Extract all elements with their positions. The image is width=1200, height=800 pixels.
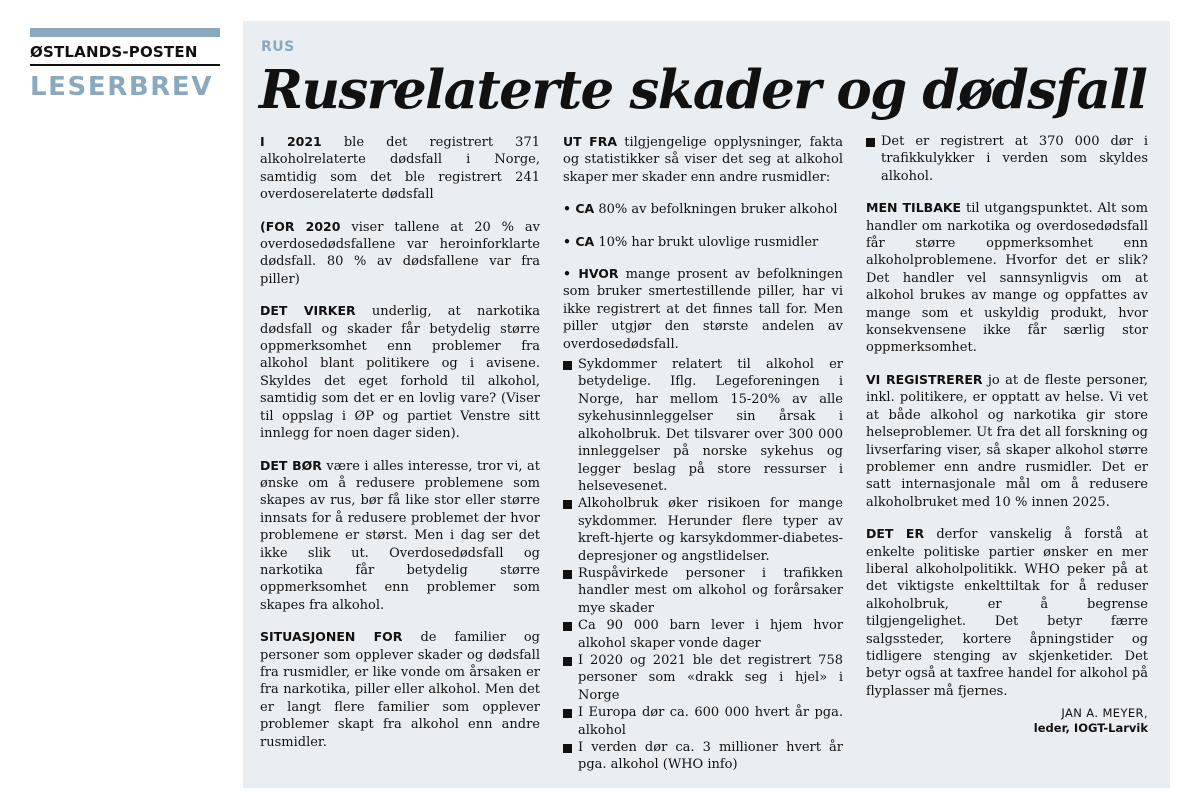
fact-text: I 2020 og 2021 ble det registrert 758 personer som «drakk seg i hjel» i Norge: [578, 652, 843, 703]
square-bullet-icon: [563, 709, 572, 718]
paragraph-lead: DET BØR: [260, 457, 322, 473]
masthead-accent-bar: [30, 28, 220, 37]
bullet-point: [563, 265, 843, 353]
paragraph: [260, 133, 540, 204]
signature-role: leder, IOGT-Larvik: [1033, 721, 1148, 736]
square-bullet-icon: [563, 657, 572, 666]
paragraph: [866, 199, 1148, 357]
paragraph: [563, 133, 843, 186]
article-kicker: RUS: [261, 39, 295, 55]
fact-item: [563, 704, 843, 739]
fact-text: Ruspåvirkede personer i trafikken handler mest om alkohol og forårsaker mye skader: [578, 565, 843, 616]
fact-text: Ca 90 000 barn lever i hjem hvor alkohol skaper vonde dager: [578, 618, 843, 651]
paragraph-text: jo at de fleste personer, inkl. politikere, er opptatt av helse. Vi vet at både alkohol og narkotika gir store helseproblemer. Ut fra det all forskning og livserfaring viser, så skaper alkohol større problemer enn andre rusmidler. Det er satt internasjonale mål om å redusere alkoholbruket med 10 % innen 2025.: [866, 372, 1148, 510]
paragraph: [866, 525, 1148, 700]
fact-text: Det er registrert at 370 000 dør i trafikkulykker i verden som skyldes alkohol.: [881, 134, 1148, 184]
paragraph-text: tilgjengelige opplysninger, fakta og statistikker så viser det seg at alkohol skaper mer skader enn andre rusmidler:: [563, 135, 843, 185]
article-column-1: [260, 133, 540, 765]
square-bullet-icon: [563, 744, 572, 753]
paragraph-lead: DET ER: [866, 526, 925, 542]
paragraph-text: være i alles interesse, tror vi, at ønske om å redusere problemene som skapes av rus, bør få like stor eller større innsats for å redusere problemet der hvor problemene er størst. Men i dag ser det ikke slik ut. Overdosedødsfall og narkotika får betydelig større oppmerksomhet enn problemer som skapes fra alkohol.: [260, 458, 540, 613]
fact-item: [563, 617, 843, 652]
fact-text: I Europa dør ca. 600 000 hvert år pga. alkohol: [578, 705, 843, 738]
masthead: [30, 28, 220, 102]
section-label: LESERBREV: [30, 72, 213, 102]
fact-item: [563, 652, 843, 704]
bullet-text: 10% har brukt ulovlige rusmidler: [594, 234, 819, 250]
masthead-divider: [30, 64, 220, 66]
paragraph: [260, 628, 540, 751]
paragraph-lead: I 2021: [260, 134, 322, 149]
paragraph: [260, 302, 540, 442]
fact-item: [563, 356, 843, 495]
fact-text: I verden dør ca. 3 millioner hvert år pga. alkohol (WHO info): [578, 740, 843, 773]
square-bullet-icon: [866, 138, 875, 147]
bullet-point: [563, 200, 843, 218]
fact-item: [563, 495, 843, 565]
paragraph-text: viser tallene at 20 % av overdosedødsfallene var heroinforklarte dødsfall. 80 % av dødsfallene var fra piller): [260, 219, 540, 287]
square-bullet-icon: [563, 500, 572, 509]
article-column-3: [866, 133, 1148, 736]
paragraph: [260, 218, 540, 289]
paragraph: [260, 457, 540, 615]
bullet-lead: • CA: [563, 233, 595, 249]
paragraph-lead: SITUASJONEN FOR: [260, 629, 403, 645]
article-panel: [243, 21, 1170, 788]
fact-item: [563, 565, 843, 617]
paragraph-text: derfor vanskelig å forstå at enkelte politiske partier ønsker en mer liberal alkoholpolitikk. WHO peker på at det viktigste enkelttiltak for å reduser alkoholbruk, er å begrense tilgjengelighet. Det betyr færre salgssteder, kortere åpningstider og tidligere stenging av skjenketider. Det betyr også at taxfree handel for alkohol på flyplasser må fjernes.: [866, 527, 1148, 699]
article-headline: Rusrelaterte skader og dødsfall: [259, 59, 1147, 121]
paragraph-text: de familier og personer som opplever skader og dødsfall fra rusmidler, er like vonde om årsaken er fra narkotika, piller eller alkohol. Men det er langt flere familier som opplever problemer skapt fra alkohol enn andre rusmidler.: [260, 630, 540, 750]
bullet-lead: • CA: [563, 201, 595, 217]
paragraph-text: ble det registrert 371 alkoholrelaterte dødsfall i Norge, samtidig som det ble registrert 241 overdoserelaterte dødsfall: [260, 135, 540, 203]
fact-text: Sykdommer relatert til alkohol er betydelige. Iflg. Legeforeningen i Norge, har mellom 15-20% av alle sykehusinnleggelser sin årsak i alkoholbruk. Det tilsvarer over 300 000 innleggelser på norske sykehus og legger beslag på store ressurser i helsevesenet.: [578, 357, 843, 494]
paragraph-lead: MEN TILBAKE: [866, 200, 962, 216]
fact-item: [563, 739, 843, 774]
square-bullet-icon: [563, 361, 572, 370]
square-bullet-icon: [563, 570, 572, 579]
fact-item: [866, 133, 1148, 185]
signature-name: JAN A. MEYER,: [1061, 706, 1148, 721]
paragraph-lead: DET VIRKER: [260, 303, 356, 319]
fact-text: Alkoholbruk øker risikoen for mange sykdommer. Herunder flere typer av kreft-hjerte og karsykdommer-diabetes-depresjoner og angstlidelser.: [578, 496, 843, 564]
paragraph-text: underlig, at narkotika dødsfall og skader får betydelig større oppmerksomhet enn problemer fra alkohol blant politikere og i avisene. Skyldes det eget forhold til alkohol, samtidig som det er en lovlig vare? (Viser til oppslag i ØP og partiet Venstre sitt innlegg for noen dager siden).: [260, 304, 540, 442]
newspaper-name: ØSTLANDS-POSTEN: [30, 43, 198, 61]
paragraph-lead: (FOR 2020: [260, 218, 341, 234]
bullet-text: 80% av befolkningen bruker alkohol: [594, 202, 838, 218]
paragraph: [866, 371, 1148, 511]
paragraph-lead: UT FRA: [563, 134, 617, 149]
paragraph-lead: VI REGISTRERER: [866, 371, 983, 387]
bullet-lead: • HVOR: [563, 266, 619, 282]
bullet-text: mange prosent av befolkningen som bruker smertestillende piller, har vi ikke registrert at det finnes tall for. Men piller utgjør den største andelen av overdosedødsfall.: [563, 267, 843, 352]
square-bullet-icon: [563, 622, 572, 631]
bullet-point: [563, 233, 843, 251]
signature: [866, 706, 1148, 736]
paragraph-text: til utgangspunktet. Alt som handler om narkotika og overdosedødsfall får større oppmerksomhet enn alkoholproblemene. Hvorfor det er slik? Det handler vel sannsynligvis om at alkohol brukes av mange og oppfattes av mange som et uskyldig produkt, hvor konsekvensene ikke får særlig stor oppmerksomhet.: [866, 201, 1148, 356]
article-column-2: [563, 133, 843, 774]
